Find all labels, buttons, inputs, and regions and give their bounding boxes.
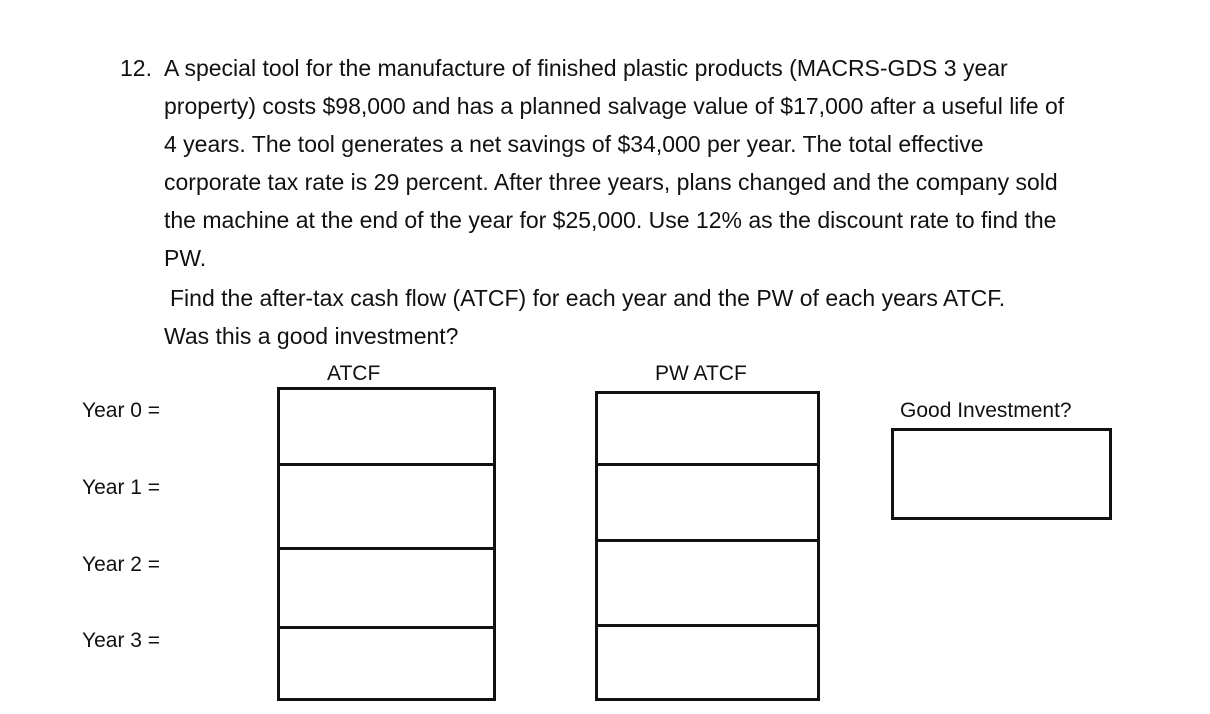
atcf-column-header: ATCF <box>327 362 381 385</box>
pw-atcf-column-header: PW ATCF <box>655 362 747 385</box>
good-investment-box[interactable] <box>891 428 1112 520</box>
pw-atcf-year-0-box[interactable] <box>595 391 820 466</box>
year-0-label: Year 0 = <box>82 399 161 422</box>
year-3-label: Year 3 = <box>82 629 161 652</box>
pw-atcf-year-1-box[interactable] <box>595 463 820 542</box>
problem-line: 4 years. The tool generates a net savings of $34,000 per year. The total effective <box>164 131 984 157</box>
problem-line: property) costs $98,000 and has a planned salvage value of $17,000 after a useful life of <box>164 93 1065 119</box>
atcf-year-3-box[interactable] <box>277 626 496 701</box>
pw-atcf-year-2-box[interactable] <box>595 539 820 627</box>
good-investment-label: Good Investment? <box>900 399 1072 422</box>
problem-line: A special tool for the manufacture of finished plastic products (MACRS-GDS 3 year <box>164 55 1008 81</box>
problem-number: 12. <box>120 55 152 81</box>
year-1-label: Year 1 = <box>82 476 161 499</box>
atcf-year-2-box[interactable] <box>277 547 496 629</box>
year-2-label: Year 2 = <box>82 553 161 576</box>
instructions <box>164 279 1005 355</box>
atcf-year-0-box[interactable] <box>277 387 496 466</box>
problem-line: corporate tax rate is 29 percent. After three years, plans changed and the company sold <box>164 169 1058 195</box>
find-instruction: Find the after-tax cash flow (ATCF) for each year and the PW of each years ATCF. <box>170 285 1006 311</box>
atcf-year-1-box[interactable] <box>277 463 496 550</box>
pw-atcf-year-3-box[interactable] <box>595 624 820 701</box>
problem-line: PW. <box>164 245 207 271</box>
investment-question: Was this a good investment? <box>164 323 459 349</box>
problem-statement <box>120 49 1180 277</box>
problem-line: the machine at the end of the year for $25,000. Use 12% as the discount rate to find the <box>164 207 1057 233</box>
